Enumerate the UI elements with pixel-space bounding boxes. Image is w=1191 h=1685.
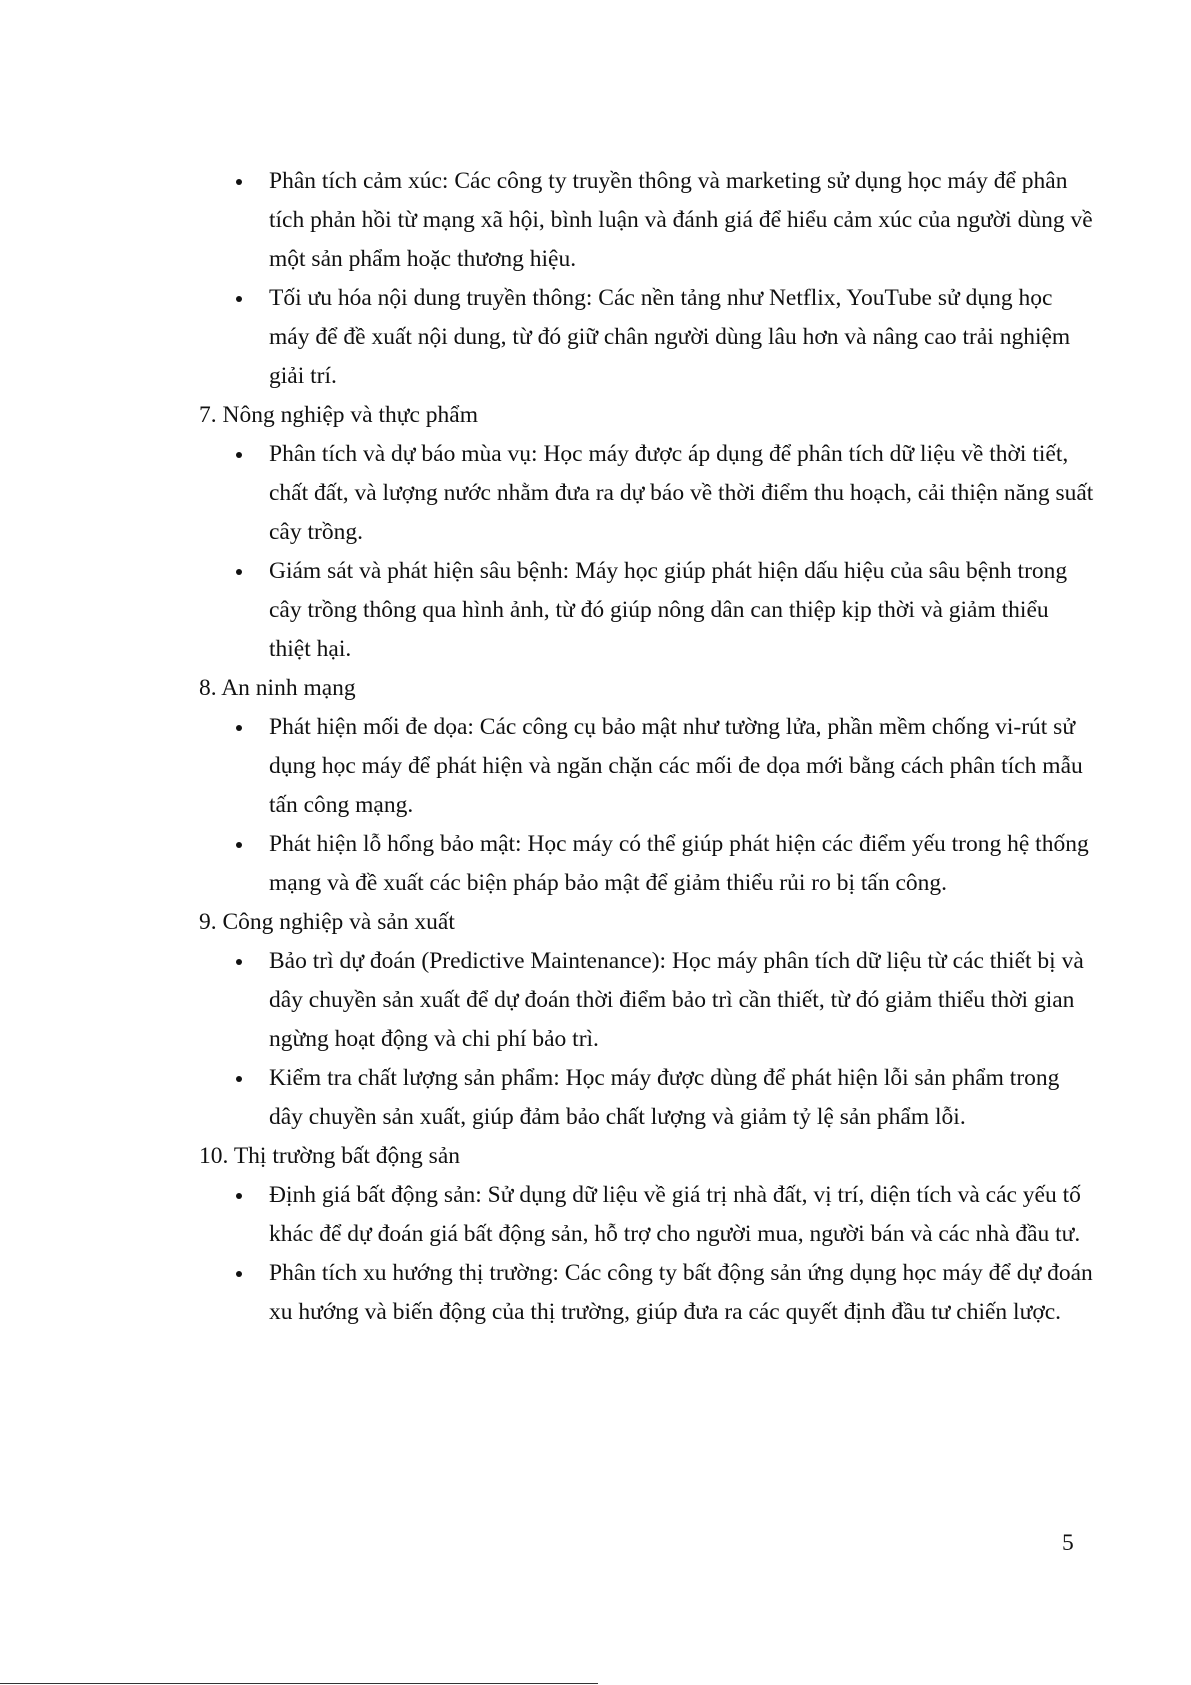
bullet-list-cybersecurity: [199, 708, 1099, 903]
bullet-list-media: [199, 162, 1099, 396]
bullet-icon: [236, 725, 242, 731]
bullet-list-real-estate: [199, 1176, 1099, 1332]
list-item: [269, 825, 1099, 903]
bullet-icon: [236, 842, 242, 848]
section-heading-real-estate: 10. Thị trường bất động sản: [199, 1143, 461, 1169]
list-item: [269, 162, 1099, 279]
list-item: [269, 708, 1099, 825]
bullet-icon: [236, 452, 242, 458]
page-number: 5: [1062, 1530, 1074, 1556]
list-item-text: Phát hiện lỗ hổng bảo mật: Học máy có thể giúp phát hiện các điểm yếu trong hệ thống mạng và đề xuất các biện pháp bảo mật để giảm thiểu rủi ro bị tấn công.: [269, 831, 1089, 896]
bullet-list-agriculture: [199, 435, 1099, 669]
list-item-text: Phân tích và dự báo mùa vụ: Học máy được áp dụng để phân tích dữ liệu về thời tiết, chất đất, và lượng nước nhằm đưa ra dự báo về thời điểm thu hoạch, cải thiện năng suất cây trồng.: [269, 441, 1094, 545]
list-item: [269, 435, 1099, 552]
section-heading-manufacturing: 9. Công nghiệp và sản xuất: [199, 909, 455, 935]
list-item: [269, 942, 1099, 1059]
list-item-text: Kiểm tra chất lượng sản phẩm: Học máy được dùng để phát hiện lỗi sản phẩm trong dây chuyền sản xuất, giúp đảm bảo chất lượng và giảm tỷ lệ sản phẩm lỗi.: [269, 1065, 1060, 1130]
bullet-icon: [236, 1076, 242, 1082]
list-item-text: Giám sát và phát hiện sâu bệnh: Máy học giúp phát hiện dấu hiệu của sâu bệnh trong cây trồng thông qua hình ảnh, từ đó giúp nông dân can thiệp kịp thời và giảm thiểu thiệt hại.: [269, 558, 1068, 662]
list-item-text: Định giá bất động sản: Sử dụng dữ liệu về giá trị nhà đất, vị trí, diện tích và các yếu tố khác để dự đoán giá bất động sản, hỗ trợ cho người mua, người bán và các nhà đầu tư.: [269, 1182, 1081, 1247]
bullet-icon: [236, 296, 242, 302]
list-item-text: Tối ưu hóa nội dung truyền thông: Các nền tảng như Netflix, YouTube sử dụng học máy để đề xuất nội dung, từ đó giữ chân người dùng lâu hơn và nâng cao trải nghiệm giải trí.: [269, 285, 1071, 389]
list-item-text: Bảo trì dự đoán (Predictive Maintenance): Học máy phân tích dữ liệu từ các thiết bị và dây chuyền sản xuất để dự đoán thời điểm bảo trì cần thiết, từ đó giảm thiểu thời gian ngừng hoạt động và chi phí bảo trì.: [269, 948, 1084, 1052]
footer-divider: [0, 1683, 598, 1684]
page-content: [199, 162, 1099, 1332]
bullet-icon: [236, 1193, 242, 1199]
list-item: [269, 1254, 1099, 1332]
bullet-list-manufacturing: [199, 942, 1099, 1137]
list-item-text: Phân tích cảm xúc: Các công ty truyền thông và marketing sử dụng học máy để phân tích phản hồi từ mạng xã hội, bình luận và đánh giá để hiểu cảm xúc của người dùng về một sản phẩm hoặc thương hiệu.: [269, 168, 1093, 272]
bullet-icon: [236, 959, 242, 965]
list-item: [269, 279, 1099, 396]
list-item: [269, 1059, 1099, 1137]
list-item-text: Phân tích xu hướng thị trường: Các công ty bất động sản ứng dụng học máy để dự đoán xu hướng và biến động của thị trường, giúp đưa ra các quyết định đầu tư chiến lược.: [269, 1260, 1093, 1325]
list-item-text: Phát hiện mối đe dọa: Các công cụ bảo mật như tường lửa, phần mềm chống vi-rút sử dụng học máy để phát hiện và ngăn chặn các mối đe dọa mới bằng cách phân tích mẫu tấn công mạng.: [269, 714, 1083, 818]
bullet-icon: [236, 1271, 242, 1277]
list-item: [269, 1176, 1099, 1254]
list-item: [269, 552, 1099, 669]
section-heading-cybersecurity: 8. An ninh mạng: [199, 675, 356, 701]
bullet-icon: [236, 179, 242, 185]
section-heading-agriculture: 7. Nông nghiệp và thực phẩm: [199, 402, 479, 428]
bullet-icon: [236, 569, 242, 575]
